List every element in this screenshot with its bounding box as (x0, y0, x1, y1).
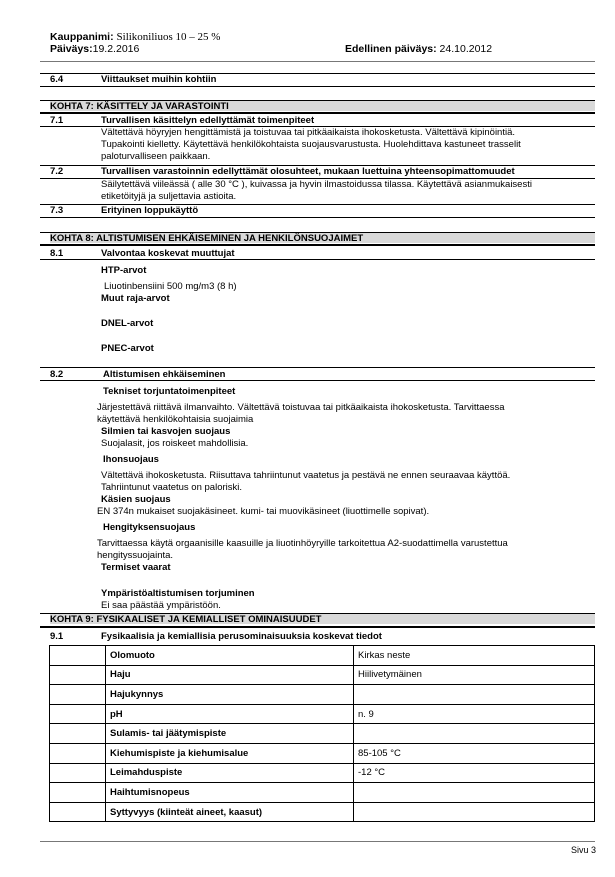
respiratory-protection-heading: Hengityksensuojaus (103, 522, 196, 533)
divider (40, 380, 595, 381)
htp-heading: HTP-arvot (101, 265, 147, 276)
section-number-7-3: 7.3 (50, 205, 64, 216)
footer-divider (40, 841, 595, 842)
previous-date-line (345, 43, 492, 55)
section-title-9-1: Fysikaalisia ja kemiallisia perusominaisuuksia koskevat tiedot (101, 631, 382, 642)
section-title-6-4: Viittaukset muihin kohtiin (101, 74, 217, 85)
skin-protection-heading: Ihonsuojaus (103, 454, 159, 465)
body-line: Vältettävä ihokosketusta. Riisuttava tahriintunut vaatetus ja pestävä ne ennen seuraavaa käyttöä. (101, 470, 511, 481)
property-value: 85-105 °C (354, 743, 595, 763)
table-row (50, 704, 595, 724)
property-name: Haju (106, 665, 354, 685)
eye-protection-heading: Silmien tai kasvojen suojaus (101, 426, 231, 437)
property-value: n. 9 (354, 704, 595, 724)
section-title-7-2: Turvallisen varastoinnin edellyttämät olosuhteet, mukaan luettuina yhteensopimattomuudet (101, 166, 515, 177)
trade-name-value: Silikoniliuos 10 – 25 % (116, 31, 221, 43)
previous-date-label: Edellinen päiväys: (345, 43, 437, 55)
date-line (50, 43, 139, 55)
property-name: Hajukynnys (106, 685, 354, 705)
divider (40, 626, 595, 628)
section-number-9-1: 9.1 (50, 631, 64, 642)
property-name: Leimahduspiste (106, 763, 354, 783)
body-line: hengityssuojainta. (97, 550, 174, 561)
body-line: Tupakointi kielletty. Käytettävä henkilökohtaista suojausvarustusta. Huolehdittava kastuneet trasselit (101, 139, 521, 150)
thermal-hazards-heading: Termiset vaarat (101, 562, 171, 573)
table-row (50, 646, 595, 666)
property-name: Kiehumispiste ja kiehumisalue (106, 743, 354, 763)
section-number-6-4: 6.4 (50, 74, 64, 85)
section-title-7-3: Erityinen loppukäyttö (101, 205, 199, 216)
divider (40, 244, 595, 246)
property-name: Syttyvyys (kiinteät aineet, kaasut) (106, 802, 354, 822)
body-line: Tarvittaessa käytä orgaanisille kaasuille ja liuotinhöyryille tarkoitettua A2-suodattimella varustettua (97, 538, 508, 549)
pnec-heading: PNEC-arvot (101, 343, 154, 354)
header-divider (40, 61, 595, 62)
section-9-heading: KOHTA 9: FYSIKAALISET JA KEMIALLISET OMINAISUUDET (50, 614, 322, 625)
property-value (354, 783, 595, 803)
table-row (50, 724, 595, 744)
previous-date-value: 24.10.2012 (439, 43, 493, 55)
property-name: Haihtumisnopeus (106, 783, 354, 803)
section-number-7-1: 7.1 (50, 115, 64, 126)
body-line: Tahriintunut vaatetus on paloriski. (101, 482, 242, 493)
environmental-exposure-text: Ei saa päästää ympäristöön. (101, 600, 221, 611)
divider (40, 259, 595, 260)
property-name: Sulamis- tai jäätymispiste (106, 724, 354, 744)
date-value: 19.2.2016 (92, 43, 140, 55)
section-title-8-1: Valvontaa koskevat muuttujat (101, 248, 235, 259)
property-value: Kirkas neste (354, 646, 595, 666)
table-row (50, 665, 595, 685)
body-line: etiketöityjä ja suljettavia astioita. (101, 191, 237, 202)
property-name: Olomuoto (106, 646, 354, 666)
section-number-8-1: 8.1 (50, 248, 64, 259)
section-title-8-2: Altistumisen ehkäiseminen (103, 369, 226, 380)
property-value (354, 802, 595, 822)
section-7-heading: KOHTA 7: KÄSITTELY JA VARASTOINTI (50, 101, 229, 112)
property-name: pH (106, 704, 354, 724)
divider (40, 367, 595, 368)
htp-value: Liuotinbensiini 500 mg/m3 (8 h) (104, 281, 237, 292)
dnel-heading: DNEL-arvot (101, 318, 154, 329)
body-line: Vältettävä höyryjen hengittämistä ja toistuvaa tai pitkäaikaista ihokosketusta. Vältettävä kipinöintiä. (101, 127, 516, 138)
section-number-8-2: 8.2 (50, 369, 64, 380)
property-value (354, 724, 595, 744)
section-title-7-1: Turvallisen käsittelyn edellyttämät toimenpiteet (101, 115, 315, 126)
table-row (50, 743, 595, 763)
property-value: -12 °C (354, 763, 595, 783)
body-line: Järjestettävä riittävä ilmanvaihto. Vältettävä toistuvaa tai pitkäaikaista ihokosketusta. Tarvittaessa (97, 402, 505, 413)
properties-table (49, 645, 595, 822)
environmental-exposure-heading: Ympäristöaltistumisen torjuminen (101, 588, 255, 599)
date-label: Päiväys: (50, 43, 93, 55)
body-line: paloturvalliseen paikkaan. (101, 151, 211, 162)
technical-controls-heading: Tekniset torjuntatoimenpiteet (103, 386, 236, 397)
table-row (50, 783, 595, 803)
body-line: käytettävä henkilökohtaisia suojaimia (97, 414, 254, 425)
hand-protection-heading: Käsien suojaus (101, 494, 171, 505)
section-8-heading: KOHTA 8: ALTISTUMISEN EHKÄISEMINEN JA HENKILÖNSUOJAIMET (50, 233, 364, 244)
hand-protection-text: EN 374n mukaiset suojakäsineet. kumi- tai muovikäsineet (liuottimelle sopivat). (97, 506, 430, 517)
property-value: Hiilivetymäinen (354, 665, 595, 685)
trade-name-label: Kauppanimi: (50, 31, 114, 43)
page-number: Sivu 3 (571, 845, 597, 855)
section-number-7-2: 7.2 (50, 166, 64, 177)
trade-name-line (50, 31, 220, 43)
body-line: Säilytettävä viileässä ( alle 30 °C ), kuivassa ja hyvin ilmastoidussa tilassa. Käytettävä asianmukaisesti (101, 179, 532, 190)
divider (40, 86, 595, 87)
divider (40, 112, 595, 114)
other-limits-heading: Muut raja-arvot (101, 293, 170, 304)
property-value (354, 685, 595, 705)
table-row (50, 685, 595, 705)
divider (40, 217, 595, 218)
table-row (50, 763, 595, 783)
table-row (50, 802, 595, 822)
eye-protection-text: Suojalasit, jos roiskeet mahdollisia. (101, 438, 249, 449)
